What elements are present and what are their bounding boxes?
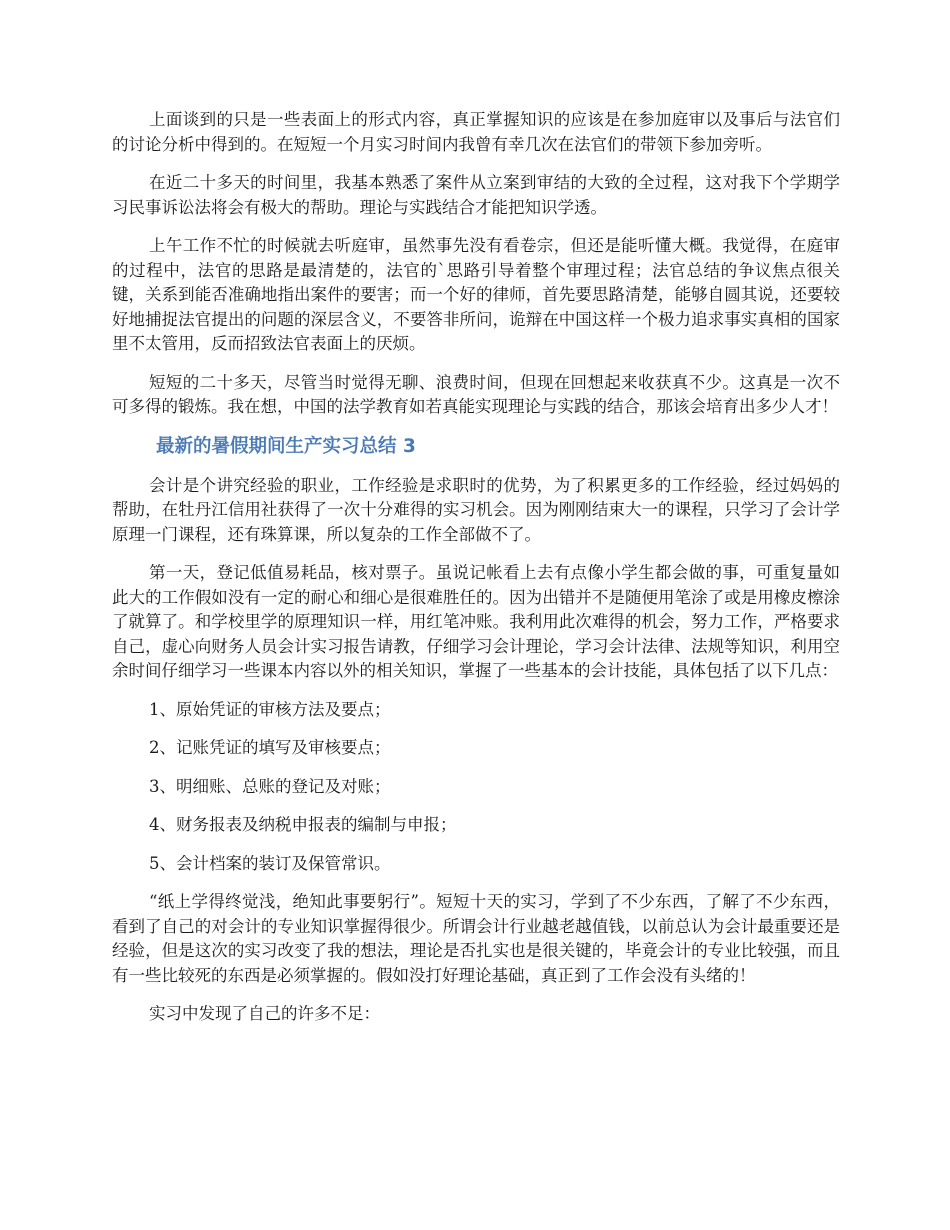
paragraph: 上面谈到的只是一些表面上的形式内容，真正掌握知识的应该是在参加庭审以及事后与法官们的讨论分析中得到的。在短短一个月实习时间内我曾有幸几次在法官们的带领下参加旁听。: [112, 110, 840, 154]
paragraph: “纸上学得终觉浅，绝知此事要躬行”。短短十天的实习，学到了不少东西，了解了不少东西，看到了自己的对会计的专业知识掌握得很少。所谓会计行业越老越值钱，以前总认为会计最重要还是经验，但是这次的实习改变了我的想法，理论是否扎实也是很关键的，毕竟会计的专业比较强，而且有一些比较死的东西是必须掌握的。假如没打好理论基础，真正到了工作会没有头绪的！: [112, 892, 840, 985]
section-heading: 最新的暑假期间生产实习总结 3: [156, 435, 416, 457]
paragraph: 上午工作不忙的时候就去听庭审，虽然事先没有看卷宗，但还是能听懂大概。我觉得，在庭审的过程中，法官的思路是最清楚的，法官的`思路引导着整个审理过程；法官总结的争议焦点很关键，关系到能否准确地指出案件的要害；而一个好的律师，首先要思路清楚，能够自圆其说，还要较好地捕捉法官提出的问题的深层含义，不要答非所问，诡辩在中国这样一个极力追求事实真相的国家里不太管用，反而招致法官表面上的厌烦。: [112, 236, 840, 353]
paragraph: 实习中发现了自己的许多不足：: [149, 1004, 380, 1023]
paragraph: 会计是个讲究经验的职业，工作经验是求职时的优势，为了积累更多的工作经验，经过妈妈的帮助，在牡丹江信用社获得了一次十分难得的实习机会。因为刚刚结束大一的课程，只学习了会计学原理一门课程，还有珠算课，所以复杂的工作全部做不了。: [112, 475, 840, 544]
paragraph: 短短的二十多天，尽管当时觉得无聊、浪费时间，但现在回想起来收获真不少。这真是一次不可多得的锻炼。我在想，中国的法学教育如若真能实现理论与实践的结合，那该会培育出多少人才！: [112, 372, 840, 416]
list-item: 5、会计档案的装订及保管常识。: [149, 853, 391, 873]
list-item: 3、明细账、总账的登记及对账；: [149, 776, 391, 796]
list-item: 4、财务报表及纳税申报表的编制与申报；: [149, 815, 457, 834]
document-page: [112, 108, 840, 1041]
list-item: 2、记账凭证的填写及审核要点；: [149, 738, 391, 757]
list-item: 1、原始凭证的审核方法及要点；: [149, 699, 391, 719]
paragraph: 在近二十多天的时间里，我基本熟悉了案件从立案到审结的大致的全过程，这对我下个学期学习民事诉讼法将会有极大的帮助。理论与实践结合才能把知识学透。: [112, 173, 840, 217]
paragraph: 第一天，登记低值易耗品，核对票子。虽说记帐看上去有点像小学生都会做的事，可重复量如此大的工作假如没有一定的耐心和细心是很难胜任的。因为出错并不是随便用笔涂了或是用橡皮檫涂了就算了。和学校里学的原理知识一样，用红笔冲账。我利用此次难得的机会，努力工作，严格要求自己，虚心向财务人员会计实习报告请教，仔细学习会计理论，学习会计法律、法规等知识，利用空余时间仔细学习一些课本内容以外的相关知识，掌握了一些基本的会计技能，具体包括了以下几点：: [112, 563, 840, 680]
